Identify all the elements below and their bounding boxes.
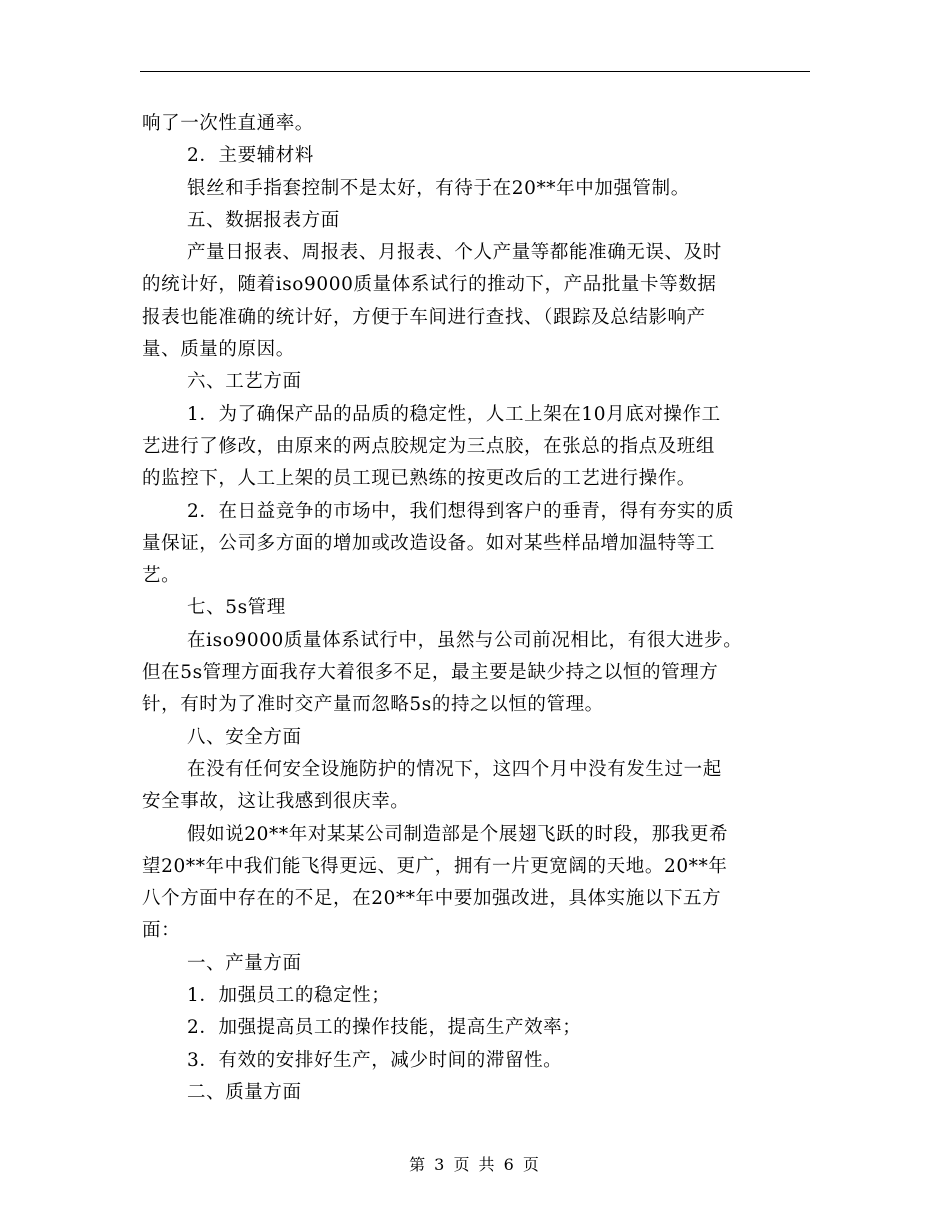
text-line: 面： xyxy=(142,920,181,942)
text-line: 在iso9000质量体系试行中，虽然与公司前况相比，有很大进步。 xyxy=(187,629,743,651)
section-heading: 二、质量方面 xyxy=(187,1081,302,1103)
section-heading: 五、数据报表方面 xyxy=(187,209,340,231)
header-rule xyxy=(140,71,810,72)
text-line: 1．为了确保产品的品质的稳定性，人工上架在10月底对操作工 xyxy=(187,403,721,425)
text-line: 银丝和手指套控制不是太好，有待于在20**年中加强管制。 xyxy=(187,177,690,199)
text-line: 报表也能准确的统计好，方便于车间进行查找、（跟踪及总结影响产 xyxy=(142,306,706,328)
text-line: 响了一次性直通率。 xyxy=(142,113,314,134)
text-line: 针，有时为了准时交产量而忽略5s的持之以恒的管理。 xyxy=(142,694,604,716)
list-item: 2．加强提高员工的操作技能，提高生产效率； xyxy=(187,1017,582,1039)
text-line: 八个方面中存在的不足，在20**年中要加强改进，具体实施以下五方 xyxy=(142,888,722,910)
text-line: 量、质量的原因。 xyxy=(142,339,295,361)
text-line: 艺进行了修改，由原来的两点胶规定为三点胶，在张总的指点及班组 xyxy=(142,435,716,457)
text-line: 2．在日益竞争的市场中，我们想得到客户的垂青，得有夯实的质 xyxy=(187,500,735,522)
section-heading: 一、产量方面 xyxy=(187,952,302,974)
text-line: 量保证，公司多方面的增加或改造设备。如对某些样品增加温特等工 xyxy=(142,532,716,554)
section-heading: 七、5s管理 xyxy=(187,597,286,619)
section-heading: 六、工艺方面 xyxy=(187,371,302,393)
text-line: 的监控下，人工上架的员工现已熟练的按更改后的工艺进行操作。 xyxy=(142,468,696,490)
section-heading: 八、安全方面 xyxy=(187,726,302,748)
text-line: 假如说20**年对某某公司制造部是个展翅飞跃的时段，那我更希 xyxy=(187,823,729,845)
list-item: 1．加强员工的稳定性； xyxy=(187,985,391,1007)
document-body xyxy=(142,108,810,1109)
list-item: 3．有效的安排好生产，减少时间的滞留性。 xyxy=(187,1049,563,1071)
text-line: 望20**年中我们能飞得更远、更广，拥有一片更宽阔的天地。20**年 xyxy=(142,855,728,877)
text-line: 产量日报表、周报表、月报表、个人产量等都能准确无误、及时 xyxy=(187,242,722,264)
text-line: 的统计好，随着iso9000质量体系试行的推动下，产品批量卡等数据 xyxy=(142,274,717,296)
text-line: 艺。 xyxy=(142,565,181,587)
text-line: 2．主要辅材料 xyxy=(187,145,314,167)
text-line: 但在5s管理方面我存大着很多不足，最主要是缺少持之以恒的管理方 xyxy=(142,662,719,684)
text-line: 安全事故，这让我感到很庆幸。 xyxy=(142,791,410,813)
text-line: 在没有任何安全设施防护的情况下，这四个月中没有发生过一起 xyxy=(187,758,722,780)
page-number-footer: 第 3 页 共 6 页 xyxy=(409,1155,541,1174)
